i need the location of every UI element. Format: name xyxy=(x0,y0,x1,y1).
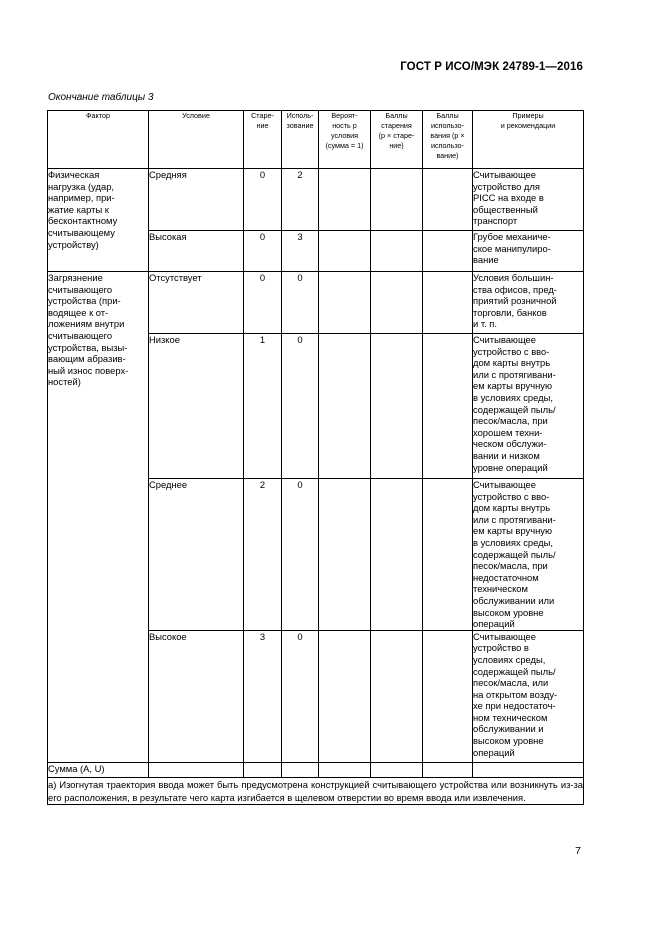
text-line: или с протягивани- xyxy=(473,513,556,525)
sum-label: Сумма (A, U) xyxy=(48,762,149,777)
text-line: считывающего xyxy=(48,329,113,341)
usage-score-cell xyxy=(423,630,473,762)
usage-score-cell xyxy=(423,334,473,479)
text-line: Баллы xyxy=(385,111,408,120)
header-aging-score xyxy=(371,111,423,169)
table-row xyxy=(48,272,584,334)
usage-cell: 0 xyxy=(282,334,319,479)
condition-cell xyxy=(149,169,244,231)
aging-score-cell xyxy=(371,479,423,631)
text-line: хорошем техни- xyxy=(473,426,543,438)
text-line: PICC на входе в xyxy=(473,192,544,204)
probability-cell xyxy=(319,169,371,231)
text-line: ческом обслужи- xyxy=(473,438,547,450)
text-line: дом карты внутрь xyxy=(473,502,551,514)
text-line: техническом xyxy=(473,583,528,595)
text-line: песок/масла, при xyxy=(473,415,548,427)
text-line: вание) xyxy=(436,151,459,160)
examples-cell xyxy=(473,231,584,272)
text-line: Считывающее xyxy=(473,479,536,490)
usage-score-cell xyxy=(423,231,473,272)
aging-cell: 2 xyxy=(244,479,282,631)
text-line: высоком уровне xyxy=(473,735,544,747)
header-aging xyxy=(244,111,282,169)
probability-cell xyxy=(319,231,371,272)
header-probability xyxy=(319,111,371,169)
text-line: устройство с вво- xyxy=(473,490,550,502)
text-line: Баллы xyxy=(436,111,459,120)
text-line: Физическая xyxy=(48,169,100,180)
text-line: обслуживании и xyxy=(473,723,544,735)
text-line: Грубое механиче- xyxy=(473,231,551,242)
footnote-row xyxy=(48,777,584,804)
sum-cell xyxy=(149,762,244,777)
usage-cell: 2 xyxy=(282,169,319,231)
text-line: считывающего xyxy=(48,283,113,295)
text-line: водящее к от- xyxy=(48,306,109,318)
text-line: устройство в xyxy=(473,642,529,654)
text-line: устройство с вво- xyxy=(473,345,550,357)
probability-cell xyxy=(319,479,371,631)
usage-cell: 3 xyxy=(282,231,319,272)
text-line: ном техническом xyxy=(473,711,548,723)
text-line: Средняя xyxy=(149,169,187,180)
text-line: Загрязнение xyxy=(48,272,103,283)
text-line: ем карты вручную xyxy=(473,525,552,537)
header-usage xyxy=(282,111,319,169)
text-line: песок/масла, при xyxy=(473,560,548,572)
text-line: содержащей пыль/ xyxy=(473,665,556,677)
text-line: Отсутствует xyxy=(149,272,202,283)
text-line: дом карты внутрь xyxy=(473,357,551,369)
sum-cell xyxy=(473,762,584,777)
table-caption: Окончание таблицы 3 xyxy=(48,92,154,103)
examples-cell xyxy=(473,334,584,479)
text-line: Низкое xyxy=(149,334,180,345)
text-line: вания (p × xyxy=(430,131,465,140)
text-line: Фактор xyxy=(86,111,110,120)
aging-cell: 0 xyxy=(244,169,282,231)
footnote: а) Изогнутая траектория ввода может быть предусмотрена конструкцией считывающего устройства или возникнуть из-за его расположения, в результате чего карта изгибается в щелевом отверстии во время ввода или извлечения. xyxy=(48,778,583,803)
text-line: ства офисов, пред- xyxy=(473,283,557,295)
text-line: Условия большин- xyxy=(473,272,554,283)
text-line: устройство для xyxy=(473,180,540,192)
text-line: в условиях среды, xyxy=(473,536,553,548)
text-line: Среднее xyxy=(149,479,188,490)
condition-cell xyxy=(149,231,244,272)
text-line: ние) xyxy=(389,141,404,150)
sum-cell xyxy=(282,762,319,777)
usage-score-cell xyxy=(423,169,473,231)
text-line: Высокое xyxy=(149,630,187,642)
table-header-row xyxy=(48,111,584,169)
sum-cell xyxy=(319,762,371,777)
text-line: (сумма = 1) xyxy=(325,141,364,150)
factor-cell xyxy=(48,169,149,272)
text-line: хе при недостаточ- xyxy=(473,700,556,712)
header-factor xyxy=(48,111,149,169)
text-line: высоком уровне xyxy=(473,606,544,618)
header-usage-score xyxy=(423,111,473,169)
text-line: нагрузка (удар, xyxy=(48,180,115,192)
text-line: бесконтактному xyxy=(48,215,118,227)
usage-cell: 0 xyxy=(282,272,319,334)
text-line: например, при- xyxy=(48,192,115,204)
usage-cell: 0 xyxy=(282,630,319,762)
usage-cell: 0 xyxy=(282,479,319,631)
sum-cell xyxy=(371,762,423,777)
examples-cell xyxy=(473,169,584,231)
examples-cell xyxy=(473,630,584,762)
text-line: вание xyxy=(473,254,499,266)
aging-cell: 0 xyxy=(244,231,282,272)
text-line: Условие xyxy=(182,111,210,120)
header-condition xyxy=(149,111,244,169)
text-line: условиях среды, xyxy=(473,653,546,665)
text-line: устройства, вызы- xyxy=(48,341,128,353)
aging-cell: 1 xyxy=(244,334,282,479)
document-header: ГОСТ Р ИСО/МЭК 24789-1—2016 xyxy=(400,61,583,73)
text-line: Считывающее xyxy=(473,630,536,642)
condition-cell xyxy=(149,630,244,762)
text-line: Примеры xyxy=(512,111,544,120)
text-line: приятий розничной xyxy=(473,295,557,307)
text-line: операций xyxy=(473,746,515,758)
text-line: устройству) xyxy=(48,238,99,250)
aging-score-cell xyxy=(371,272,423,334)
condition-cell xyxy=(149,334,244,479)
text-line: ность p xyxy=(332,121,357,130)
text-line: зование xyxy=(286,121,314,130)
text-line: ностей) xyxy=(48,376,81,388)
text-line: операций xyxy=(473,618,515,630)
aging-score-cell xyxy=(371,231,423,272)
text-line: Старе- xyxy=(251,111,274,120)
table-row xyxy=(48,169,584,231)
text-line: использо- xyxy=(431,121,464,130)
sum-cell xyxy=(244,762,282,777)
text-line: содержащей пыль/ xyxy=(473,548,556,560)
condition-cell xyxy=(149,272,244,334)
usage-score-cell xyxy=(423,272,473,334)
text-line: песок/масла, или xyxy=(473,677,549,689)
text-line: ем карты вручную xyxy=(473,380,552,392)
text-line: считывающему xyxy=(48,226,115,238)
text-line: вании и низком xyxy=(473,449,540,461)
aging-cell: 0 xyxy=(244,272,282,334)
text-line: Вероят- xyxy=(331,111,358,120)
text-line: (p × старе- xyxy=(378,131,415,140)
text-line: общественный xyxy=(473,203,538,215)
text-line: на открытом возду- xyxy=(473,688,558,700)
text-line: ный износ поверх- xyxy=(48,364,129,376)
text-line: ложениям внутри xyxy=(48,318,125,330)
text-line: Высокая xyxy=(149,231,187,242)
sum-row xyxy=(48,762,584,777)
text-line: использо- xyxy=(431,141,464,150)
text-line: или с протягивани- xyxy=(473,368,556,380)
text-line: торговли, банков xyxy=(473,306,547,318)
text-line: жатие карты к xyxy=(48,203,109,215)
text-line: Считывающее xyxy=(473,169,536,180)
probability-cell xyxy=(319,272,371,334)
factor-cell xyxy=(48,272,149,763)
text-line: устройства (при- xyxy=(48,295,121,307)
aging-score-cell xyxy=(371,630,423,762)
text-line: старения xyxy=(381,121,412,130)
condition-cell xyxy=(149,479,244,631)
aging-score-cell xyxy=(371,169,423,231)
data-table xyxy=(47,110,584,805)
text-line: транспорт xyxy=(473,215,518,227)
examples-cell xyxy=(473,479,584,631)
text-line: ние xyxy=(256,121,269,130)
text-line: ское манипулиро- xyxy=(473,242,551,254)
probability-cell xyxy=(319,334,371,479)
probability-cell xyxy=(319,630,371,762)
text-line: вающим абразив- xyxy=(48,353,126,365)
text-line: в условиях среды, xyxy=(473,391,553,403)
sum-cell xyxy=(423,762,473,777)
text-line: содержащей пыль/ xyxy=(473,403,556,415)
text-line: и т. п. xyxy=(473,318,497,330)
usage-score-cell xyxy=(423,479,473,631)
text-line: обслуживании или xyxy=(473,594,555,606)
text-line: недостаточном xyxy=(473,571,539,583)
aging-score-cell xyxy=(371,334,423,479)
text-line: уровне операций xyxy=(473,461,548,473)
text-line: Исполь- xyxy=(286,111,314,120)
header-examples xyxy=(473,111,584,169)
page-number: 7 xyxy=(575,845,581,857)
text-line: Считывающее xyxy=(473,334,536,345)
aging-cell: 3 xyxy=(244,630,282,762)
examples-cell xyxy=(473,272,584,334)
text-line: условия xyxy=(330,131,359,140)
text-line: и рекомендации xyxy=(500,121,556,130)
